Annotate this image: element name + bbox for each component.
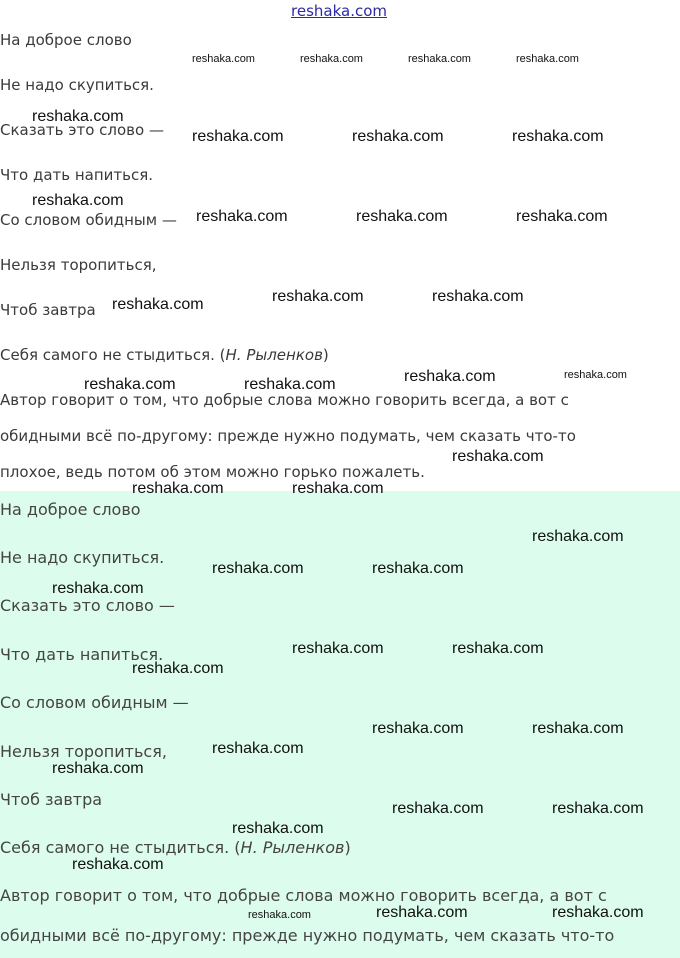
- watermark: reshaka.com: [196, 208, 288, 225]
- watermark: reshaka.com: [212, 740, 304, 757]
- watermark: reshaka.com: [32, 108, 124, 125]
- watermark: reshaka.com: [352, 128, 444, 145]
- watermark: reshaka.com: [132, 660, 224, 677]
- poem-line: Что дать напиться.: [0, 166, 154, 184]
- watermark: reshaka.com: [432, 288, 524, 305]
- watermark: reshaka.com: [272, 288, 364, 305]
- watermark: reshaka.com: [452, 640, 544, 657]
- watermark: reshaka.com: [132, 480, 224, 497]
- watermark: reshaka.com: [404, 368, 496, 385]
- explanation-line: обидными всё по-другому: прежде нужно подумать, чем сказать что-то: [0, 926, 615, 945]
- watermark: reshaka.com: [300, 53, 363, 65]
- watermark: reshaka.com: [392, 800, 484, 817]
- watermark: reshaka.com: [192, 128, 284, 145]
- watermark: reshaka.com: [552, 800, 644, 817]
- poem-line: На доброе слово: [0, 31, 132, 49]
- poem-line: Нельзя торопиться,: [0, 742, 167, 761]
- poem-last-line-close: ): [322, 346, 329, 364]
- watermark: reshaka.com: [52, 760, 144, 777]
- poem-line: Что дать напиться.: [0, 645, 164, 664]
- watermark: reshaka.com: [452, 448, 544, 465]
- watermark: reshaka.com: [372, 720, 464, 737]
- watermark: reshaka.com: [516, 53, 579, 65]
- poem-line: Со словом обидным —: [0, 693, 189, 712]
- explanation-line: плохое, ведь потом об этом можно горько пожалеть.: [0, 463, 425, 481]
- poem-line: Со словом обидным —: [0, 211, 177, 229]
- poem-author: Н. Рыленков: [225, 346, 323, 364]
- watermark: reshaka.com: [192, 53, 255, 65]
- watermark: reshaka.com: [52, 580, 144, 597]
- watermark: reshaka.com: [516, 208, 608, 225]
- poem-line: Не надо скупиться.: [0, 548, 165, 567]
- watermark: reshaka.com: [372, 560, 464, 577]
- poem-last-line-text: Себя самого не стыдиться. (: [0, 838, 241, 857]
- watermark: reshaka.com: [408, 53, 471, 65]
- watermark: reshaka.com: [532, 720, 624, 737]
- poem-last-line: [0, 346, 329, 364]
- poem-last-line-text: Себя самого не стыдиться. (: [0, 346, 226, 364]
- watermark: reshaka.com: [72, 856, 164, 873]
- watermark: reshaka.com: [32, 192, 124, 209]
- watermark: reshaka.com: [232, 820, 324, 837]
- explanation-line: Автор говорит о том, что добрые слова можно говорить всегда, а вот с: [0, 391, 569, 409]
- watermark: reshaka.com: [564, 369, 627, 381]
- explanation-line: Автор говорит о том, что добрые слова можно говорить всегда, а вот с: [0, 886, 607, 905]
- poem-line: Не надо скупиться.: [0, 76, 154, 94]
- site-link[interactable]: reshaka.com: [291, 2, 387, 20]
- watermark: reshaka.com: [292, 480, 384, 497]
- poem-line: Чтоб завтра: [0, 790, 103, 809]
- watermark: reshaka.com: [292, 640, 384, 657]
- watermark: reshaka.com: [84, 376, 176, 393]
- poem-last-line: [0, 838, 351, 857]
- watermark: reshaka.com: [112, 296, 204, 313]
- poem-line: На доброе слово: [0, 500, 141, 519]
- explanation-line: обидными всё по-другому: прежде нужно подумать, чем сказать что-то: [0, 427, 576, 445]
- poem-line: Сказать это слово —: [0, 596, 175, 615]
- watermark: reshaka.com: [532, 528, 624, 545]
- watermark: reshaka.com: [376, 904, 468, 921]
- watermark: reshaka.com: [248, 909, 311, 921]
- watermark: reshaka.com: [356, 208, 448, 225]
- poem-author: Н. Рыленков: [240, 838, 345, 857]
- watermark: reshaka.com: [512, 128, 604, 145]
- watermark: reshaka.com: [244, 376, 336, 393]
- watermark: reshaka.com: [212, 560, 304, 577]
- poem-line: Сказать это слово —: [0, 121, 164, 139]
- poem-line: Нельзя торопиться,: [0, 256, 157, 274]
- poem-line: Чтоб завтра: [0, 301, 96, 319]
- watermark: reshaka.com: [552, 904, 644, 921]
- poem-last-line-close: ): [344, 838, 351, 857]
